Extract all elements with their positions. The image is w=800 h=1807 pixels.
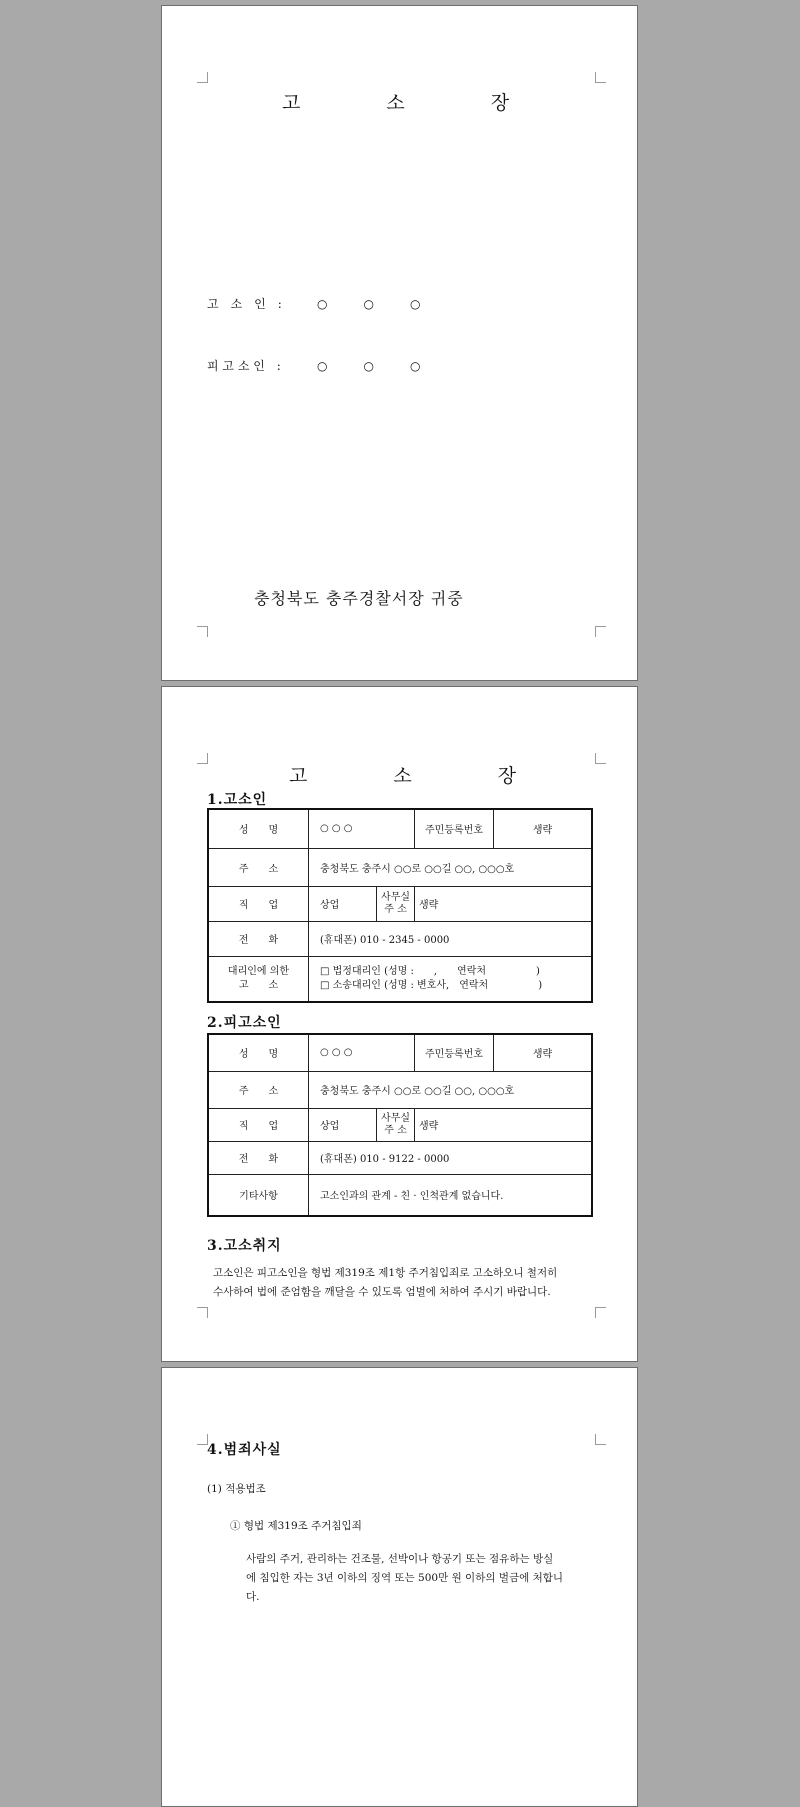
office-label-line1: 사무실 [381, 891, 411, 903]
office-value: 생략 [415, 886, 593, 921]
applicable-law-heading: (1) 적용법조 [207, 1483, 266, 1495]
cover-page [161, 5, 638, 681]
law-text-line-1: 사람의 주거, 관리하는 건조물, 선박이나 항공기 또는 점유하는 방실 [246, 1553, 554, 1565]
form-title: 고 소 장 [289, 765, 519, 787]
office-label-line2: 주 소 [384, 903, 407, 915]
crop-mark [595, 72, 606, 83]
complainant-label: 고 소 인 : [207, 297, 282, 311]
rrn-value: 생략 [494, 1034, 593, 1071]
crop-mark [595, 626, 606, 637]
etc-label: 기타사항 [208, 1174, 309, 1216]
phone-value: (휴대폰) 010 - 9122 - 0000 [309, 1141, 593, 1174]
name-value: ○ ○ ○ [309, 809, 415, 848]
table-row [208, 886, 592, 921]
office-value: 생략 [415, 1108, 593, 1141]
office-label-line1: 사무실 [381, 1112, 411, 1124]
complainant-table [207, 808, 593, 1003]
agent-label [208, 956, 309, 1002]
table-row [208, 848, 592, 886]
cover-title: 고 소 장 [282, 92, 512, 114]
crop-mark [197, 753, 208, 764]
accused-table [207, 1033, 593, 1217]
office-address-label [377, 1108, 415, 1141]
job-label: 직 업 [208, 886, 309, 921]
rrn-value: 생략 [494, 809, 593, 848]
table-row [208, 1174, 592, 1216]
accused-name: ○ ○ ○ [317, 359, 421, 373]
address-value: 충청북도 충주시 ○○로 ○○길 ○○, ○○○호 [309, 848, 593, 886]
section-facts-heading: 4.범죄사실 [207, 1442, 282, 1458]
table-row [208, 1141, 592, 1174]
agent-label-line1: 대리인에 의한 [227, 965, 290, 977]
job-value: 상업 [309, 1108, 377, 1141]
crop-mark [197, 626, 208, 637]
addressee: 충청북도 충주경찰서장 귀중 [254, 589, 464, 608]
address-value: 충청북도 충주시 ○○로 ○○길 ○○, ○○○호 [309, 1071, 593, 1108]
purpose-line-1: 고소인은 피고소인을 형법 제319조 제1항 주거침입죄로 고소하오니 철저히 [213, 1267, 558, 1279]
phone-label: 전 화 [208, 1141, 309, 1174]
section-purpose-heading: 3.고소취지 [207, 1238, 282, 1254]
name-label: 성 명 [208, 809, 309, 848]
crop-mark [197, 1307, 208, 1318]
rrn-label: 주민등록번호 [415, 809, 494, 848]
agent-label-line2: 고 소 [238, 979, 279, 991]
crop-mark [595, 1307, 606, 1318]
address-label: 주 소 [208, 1071, 309, 1108]
form-page [161, 686, 638, 1362]
purpose-line-2: 수사하여 법에 준엄함을 깨달을 수 있도록 엄벌에 처하여 주시기 바랍니다. [213, 1286, 551, 1298]
table-row [208, 921, 592, 956]
table-row [208, 1034, 592, 1071]
table-row [208, 1071, 592, 1108]
job-value: 상업 [309, 886, 377, 921]
phone-label: 전 화 [208, 921, 309, 956]
etc-value: 고소인과의 관계 - 친 · 인척관계 없습니다. [309, 1174, 593, 1216]
law-text-line-3: 다. [246, 1591, 260, 1603]
phone-value: (휴대폰) 010 - 2345 - 0000 [309, 921, 593, 956]
office-label-line2: 주 소 [384, 1124, 407, 1136]
name-value: ○ ○ ○ [309, 1034, 415, 1071]
agent-value [309, 956, 593, 1002]
office-address-label [377, 886, 415, 921]
complainant-name: ○ ○ ○ [317, 297, 421, 311]
legal-agent-line: □ 법정대리인 (성명 : , 연락처 ) [320, 965, 540, 977]
table-row [208, 809, 592, 848]
facts-page [161, 1367, 638, 1807]
crop-mark [595, 1434, 606, 1445]
section-complainant-heading: 1.고소인 [207, 792, 268, 808]
accused-label: 피 고 소 인 : [207, 359, 281, 373]
section-accused-heading: 2.피고소인 [207, 1015, 282, 1031]
table-row [208, 1108, 592, 1141]
rrn-label: 주민등록번호 [415, 1034, 494, 1071]
address-label: 주 소 [208, 848, 309, 886]
law-title: ① 형법 제319조 주거침입죄 [230, 1520, 362, 1532]
litigation-agent-line: □ 소송대리인 (성명 : 변호사, 연락처 ) [320, 979, 543, 991]
name-label: 성 명 [208, 1034, 309, 1071]
crop-mark [595, 753, 606, 764]
law-text-line-2: 에 침입한 자는 3년 이하의 징역 또는 500만 원 이하의 벌금에 처합니 [246, 1572, 564, 1584]
job-label: 직 업 [208, 1108, 309, 1141]
table-row [208, 956, 592, 1002]
crop-mark [197, 72, 208, 83]
